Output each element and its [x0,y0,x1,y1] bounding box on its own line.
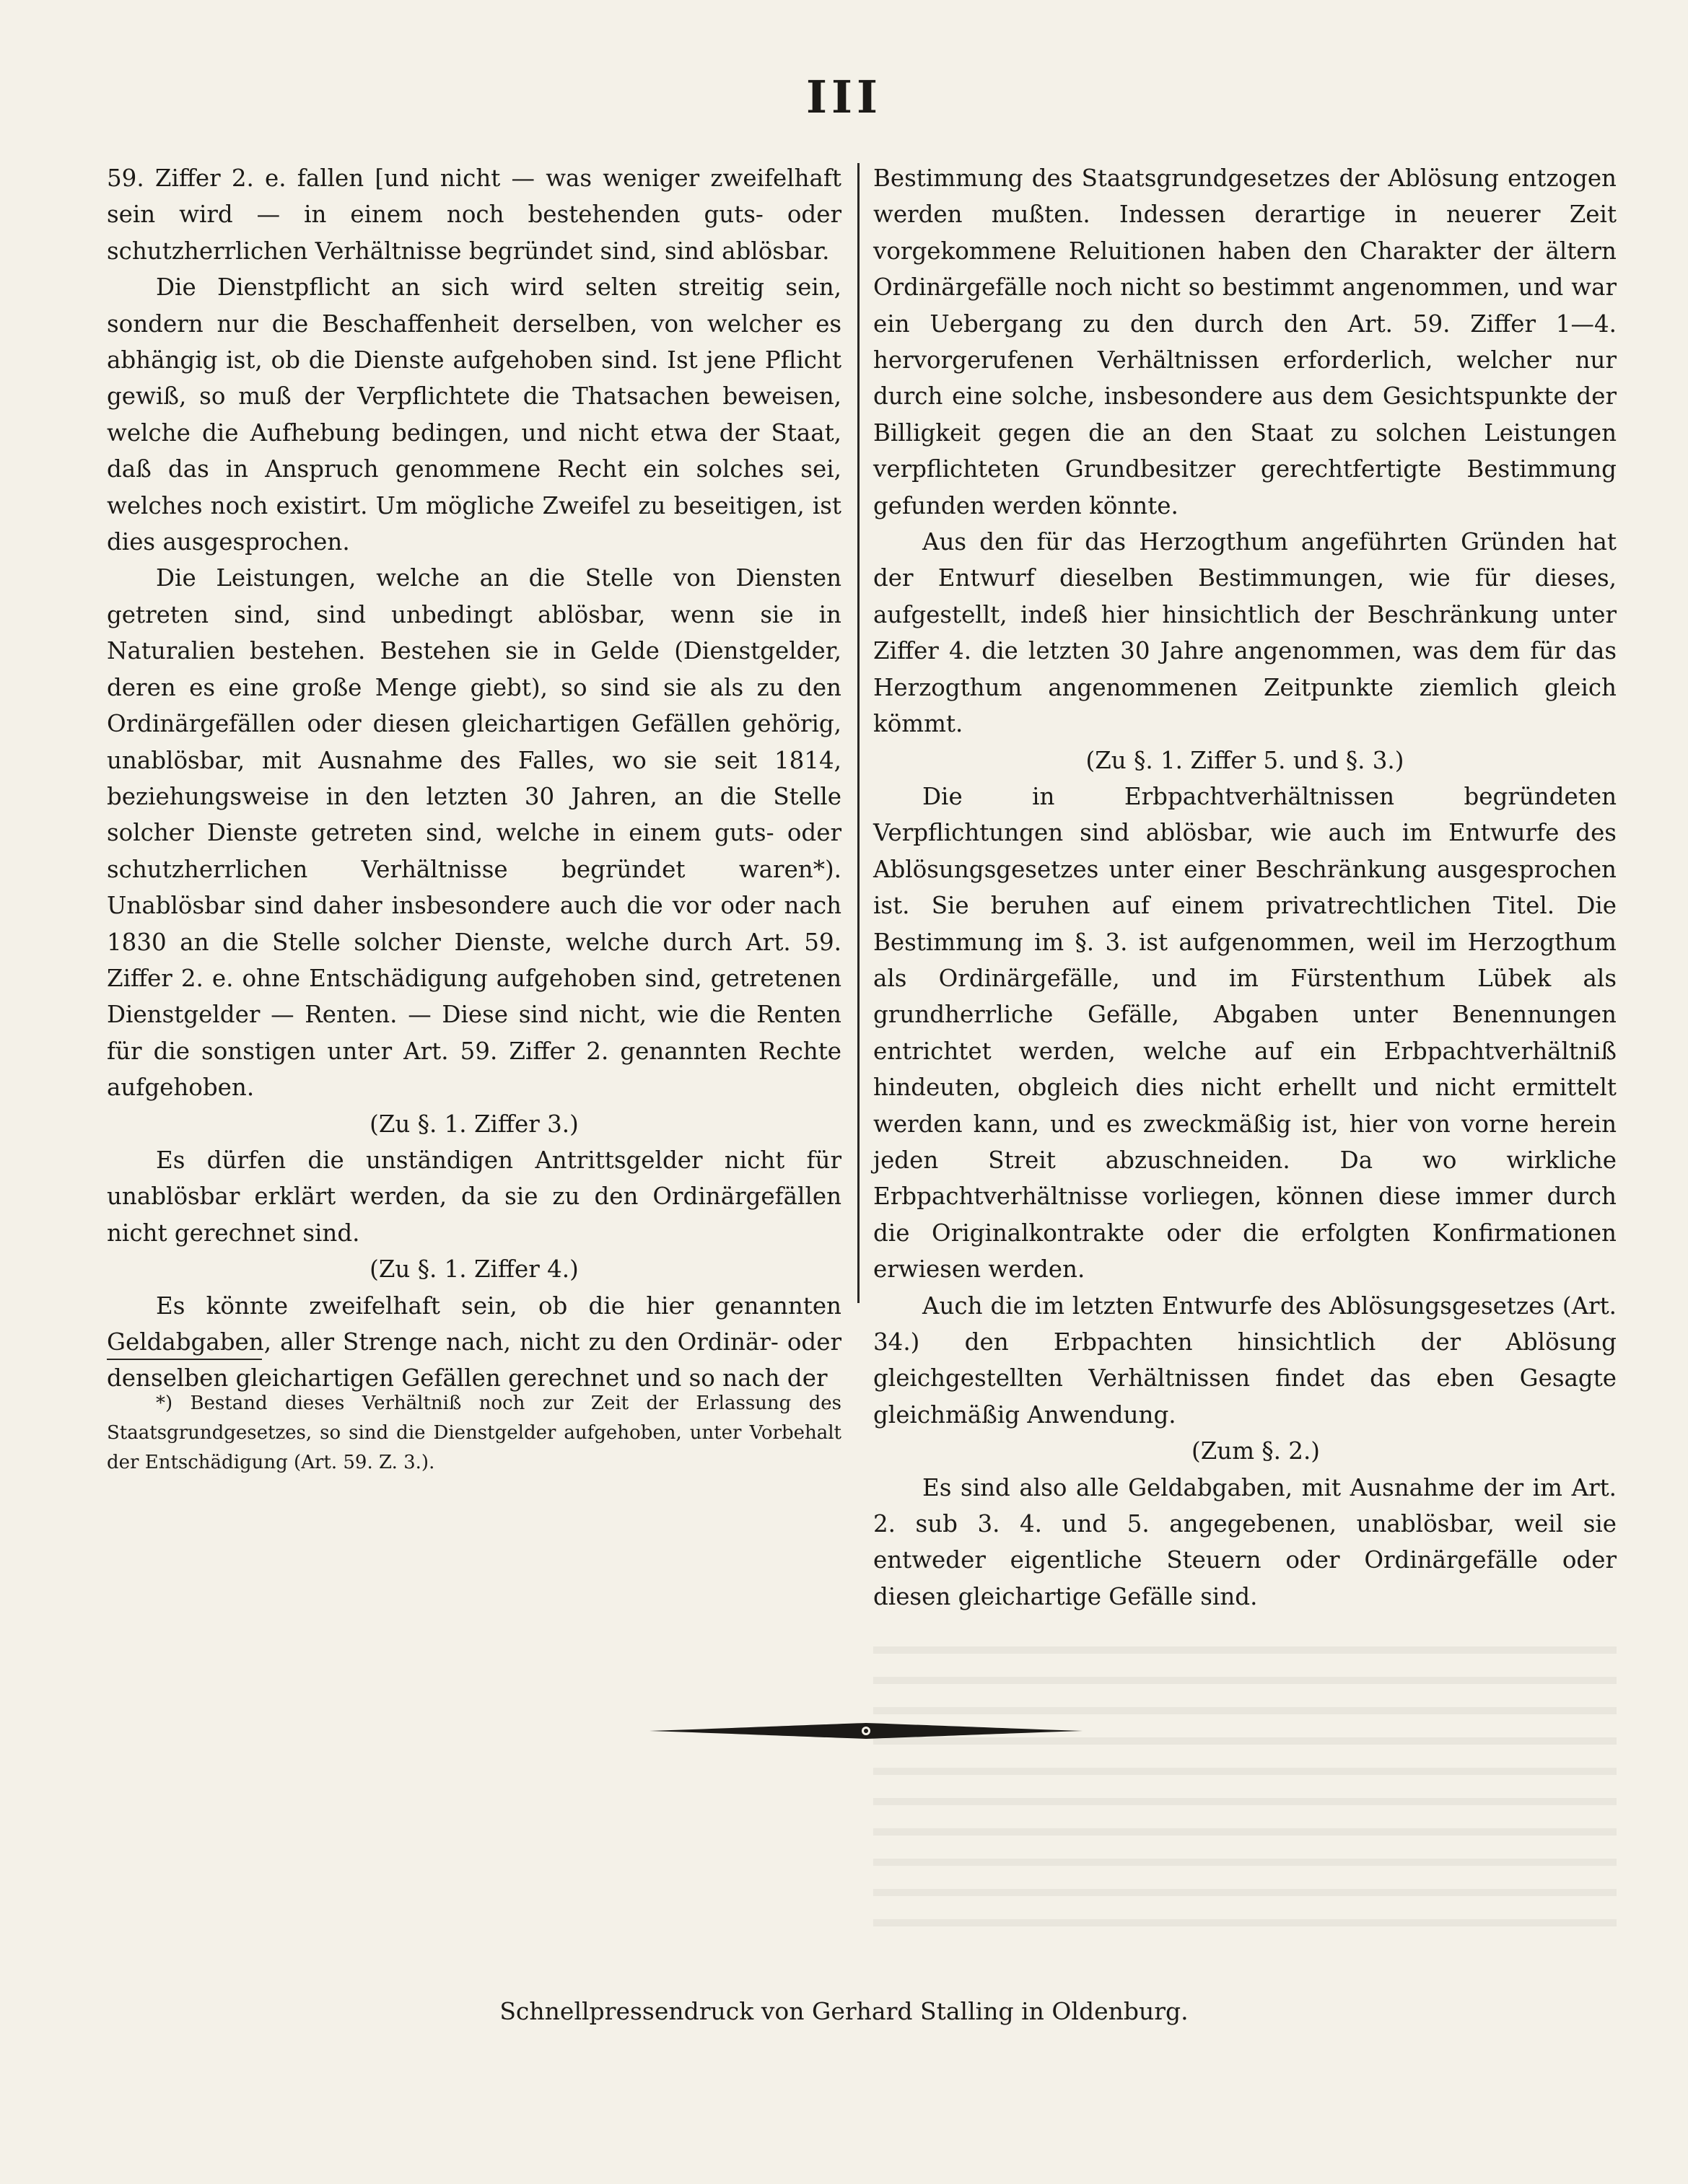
paragraph: Es könnte zweifelhaft sein, ob die hier genannten Geldabgaben, aller Strenge nach, nicht zu den Ordinär- oder denselben gleichartigen Gefällen gerechnet und so nach der [107,1291,841,1393]
column-divider [857,163,860,1303]
section-heading: (Zum §. 2.) [1191,1437,1320,1465]
ornament-divider [650,1720,1083,1742]
paragraph: 59. Ziffer 2. e. fallen [und nicht — was weniger zweifelhaft sein wird — in einem noch bestehenden guts- oder schutzherrlichen Verhältnisse begründet sind, sind ablösbar. [107,165,841,265]
printer-imprint: Schnellpressendruck von Gerhard Stalling in Oldenburg. [499,1997,1189,2025]
paragraph: Es dürfen die unständigen Antrittsgelder nicht für unablösbar erklärt werden, da sie zu den Ordinärgefällen nicht gerechnet sind. [107,1146,841,1247]
left-column [107,160,841,1397]
footnote-rule [107,1359,262,1360]
paragraph: Bestimmung des Staatsgrundgesetzes der Ablösung entzogen werden mußten. Indessen derartige in neuerer Zeit vorgekommene Reluitionen haben den Charakter der ältern Ordinärgefälle noch nicht so bestimmt angenommen, und war ein Uebergang zu den durch den Art. 59. Ziffer 1—4. hervorgerufenen Verhältnissen erforderlich, welcher nur durch eine solche, insbesondere aus dem Gesichtspunkte der Billigkeit gegen die an den Staat zu solchen Leistungen verpflichteten Grundbesitzer gerechtfertigte Bestimmung gefunden werden könnte. [873,165,1617,519]
paragraph: Aus den für das Herzogthum angeführten Gründen hat der Entwurf dieselben Bestimmungen, wie für dieses, aufgestellt, indeß hier hinsichtlich der Beschränkung unter Ziffer 4. die letzten 30 Jahre angenommen, was dem für das Herzogthum angenommenen Zeitpunkte ziemlich gleich kömmt. [873,528,1617,738]
paragraph: Die Leistungen, welche an die Stelle von Diensten getreten sind, sind unbedingt ablösbar, wenn sie in Naturalien bestehen. Bestehen sie in Gelde (Dienstgelder, deren es eine große Menge giebt), so sind sie als zu den Ordinärgefällen oder diesen gleichartigen Gefällen gehörig, unablösbar, mit Ausnahme des Falles, wo sie seit 1814, beziehungsweise in den letzten 30 Jahren, an die Stelle solcher Dienste getreten sind, welche in einem guts- oder schutzherrlichen Verhältnisse begründet waren*). Unablösbar sind daher insbesondere auch die vor oder nach 1830 an die Stelle solcher Dienste, welche durch Art. 59. Ziffer 2. e. ohne Entschädigung aufgehoben sind, getretenen Dienstgelder — Renten. — Diese sind nicht, wie die Renten für die sonstigen unter Art. 59. Ziffer 2. genannten Rechte aufgehoben. [107,564,841,1102]
paragraph: Die Dienstpflicht an sich wird selten streitig sein, sondern nur die Beschaffenheit derselben, von welcher es abhängig ist, ob die Dienste aufgehoben sind. Ist jene Pflicht gewiß, so muß der Verpflichtete die Thatsachen beweisen, welche die Aufhebung bedingen, und nicht etwa der Staat, daß das in Anspruch genommene Recht ein solches sei, welches noch existirt. Um mögliche Zweifel zu beseitigen, ist dies ausgesprochen. [107,273,841,556]
footnote [107,1389,841,1478]
bleed-through-texture [873,1623,1617,1948]
page-number: III [805,71,882,123]
paragraph: Auch die im letzten Entwurfe des Ablösungsgesetzes (Art. 34.) den Erbpachten hinsichtlich der Ablösung gleichgestellten Verhältnissen findet das eben Gesagte gleichmäßig Anwendung. [873,1291,1617,1429]
section-heading: (Zu §. 1. Ziffer 5. und §. 3.) [1085,746,1404,774]
section-heading: (Zu §. 1. Ziffer 3.) [369,1110,579,1138]
footnote-text: *) Bestand dieses Verhältniß noch zur Zeit der Erlassung des Staatsgrundgesetzes, so sind die Dienstgelder aufgehoben, unter Vorbehalt der Entschädigung (Art. 59. Z. 3.). [107,1393,841,1473]
right-column [873,160,1617,1615]
paragraph: Es sind also alle Geldabgaben, mit Ausnahme der im Art. 2. sub 3. 4. und 5. angegebenen, unablösbar, weil sie entweder eigentliche Steuern oder Ordinärgefälle oder diesen gleichartige Gefälle sind. [873,1473,1617,1610]
paragraph: Die in Erbpachtverhältnissen begründeten Verpflichtungen sind ablösbar, wie auch im Entwurfe des Ablösungsgesetzes unter einer Beschränkung ausgesprochen ist. Sie beruhen auf einem privatrechtlichen Titel. Die Bestimmung im §. 3. ist aufgenommen, weil im Herzogthum als Ordinärgefälle, und im Fürstenthum Lübek als grundherrliche Gefälle, Abgaben unter Benennungen entrichtet werden, welche auf ein Erbpachtverhältniß hindeuten, obgleich dies nicht erhellt und nicht ermittelt werden kann, und es zweckmäßig ist, hier von vorne herein jeden Streit abzuschneiden. Da wo wirkliche Erbpachtverhältnisse vorliegen, können diese immer durch die Originalkontrakte oder die erfolgten Konfirmationen erwiesen werden. [873,782,1617,1284]
section-heading: (Zu §. 1. Ziffer 4.) [369,1255,579,1284]
